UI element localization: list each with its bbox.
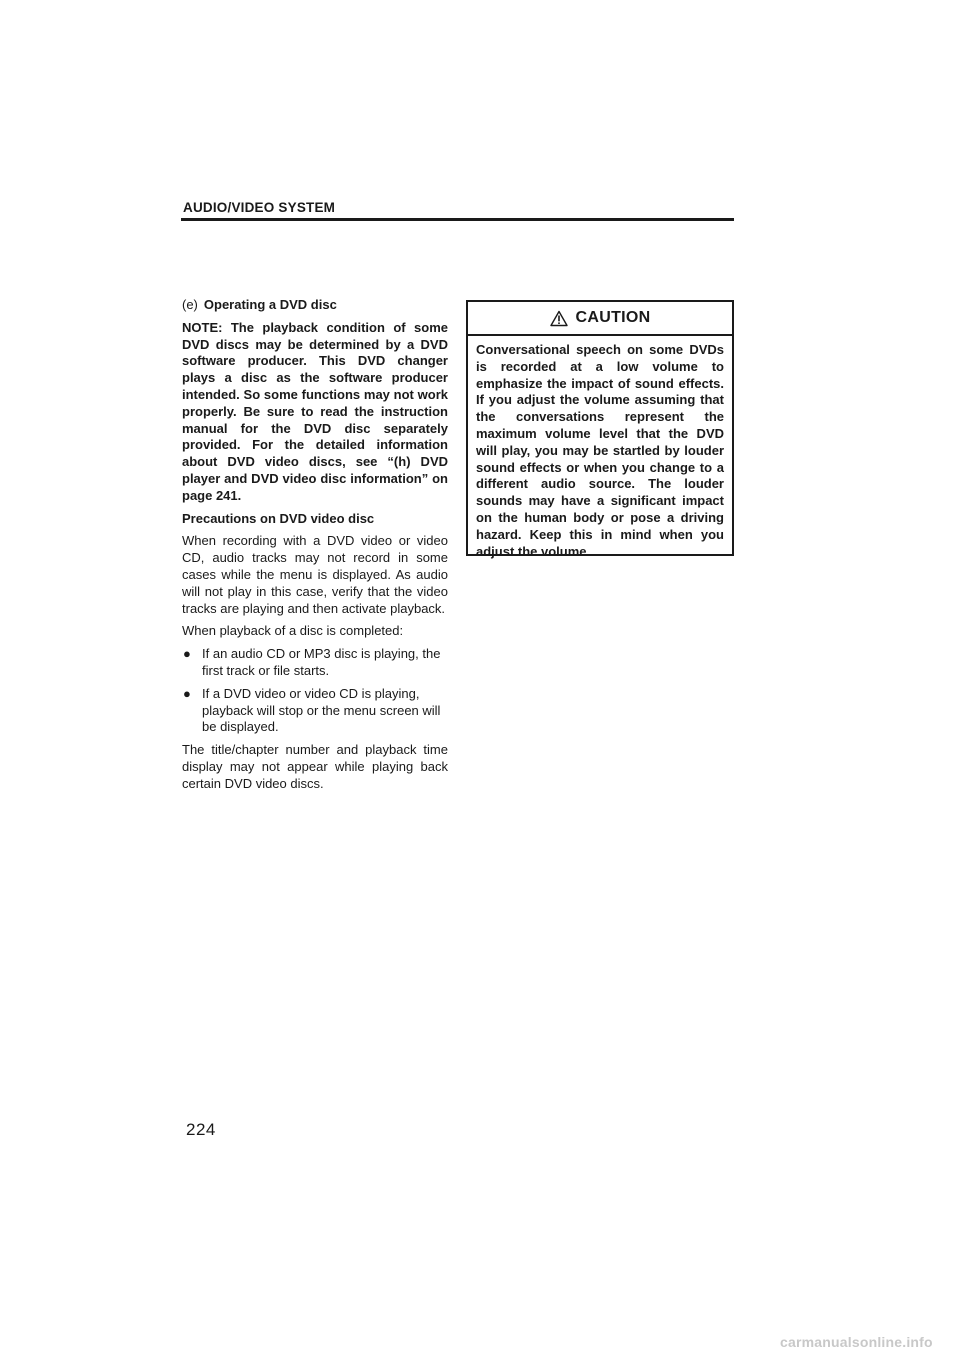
- subheading: Precautions on DVD video disc: [182, 510, 375, 526]
- paragraph-recording: When recording with a DVD video or video CD, audio tracks may not record in some cases while the menu is displayed. As audio will not play in this case, verify that the video tracks are playing and then activate playback.: [182, 533, 448, 616]
- header-divider: [181, 218, 734, 221]
- warning-triangle-icon: [550, 310, 568, 327]
- caution-text: Conversational speech on some DVDs is recorded at a low volume to emphasize the impact of sound effects. If you adjust the volume assuming that the conversations represent the maximum volume level that the DVD will play, you may be startled by louder sound effects or when you change to a different audio source. The louder sounds may have a significant impact on the human body or pose a driving hazard. Keep this in mind when you adjust the volume.: [476, 342, 724, 559]
- bullet-text: If a DVD video or video CD is playing, playback will stop or the menu screen will be displayed.: [202, 685, 441, 735]
- bullet-text: If an audio CD or MP3 disc is playing, the first track or file starts.: [202, 646, 441, 678]
- left-column: [182, 297, 448, 799]
- caution-header: [468, 302, 732, 336]
- bullet-list: [182, 646, 448, 736]
- note-paragraph: NOTE: The playback condition of some DVD discs may be determined by a DVD software producer. This DVD changer plays a disc as the software producer intended. So some functions may not work properly. Be sure to read the instruction manual for the DVD disc separately provided. For the detailed information about DVD video discs, see “(h) DVD player and DVD video disc information” on page 241.: [182, 319, 448, 503]
- page-number: 224: [186, 1120, 216, 1139]
- caution-box: [466, 300, 734, 559]
- paragraph-title-chapter: The title/chapter number and playback time display may not appear while playing back certain DVD video discs.: [182, 742, 448, 791]
- caution-title: CAUTION: [575, 309, 651, 326]
- bullet-icon: ●: [183, 646, 191, 662]
- section-letter: (e): [182, 297, 198, 312]
- watermark-text: carmanualsonline.info: [780, 1334, 933, 1350]
- section-title-text: Operating a DVD disc: [203, 297, 337, 312]
- section-header: AUDIO/VIDEO SYSTEM: [183, 200, 336, 215]
- section-title: [182, 297, 448, 314]
- list-item: [182, 646, 448, 680]
- bullet-icon: ●: [183, 685, 191, 701]
- paragraph-playback-completed: When playback of a disc is completed:: [182, 623, 404, 639]
- list-item: [182, 686, 448, 736]
